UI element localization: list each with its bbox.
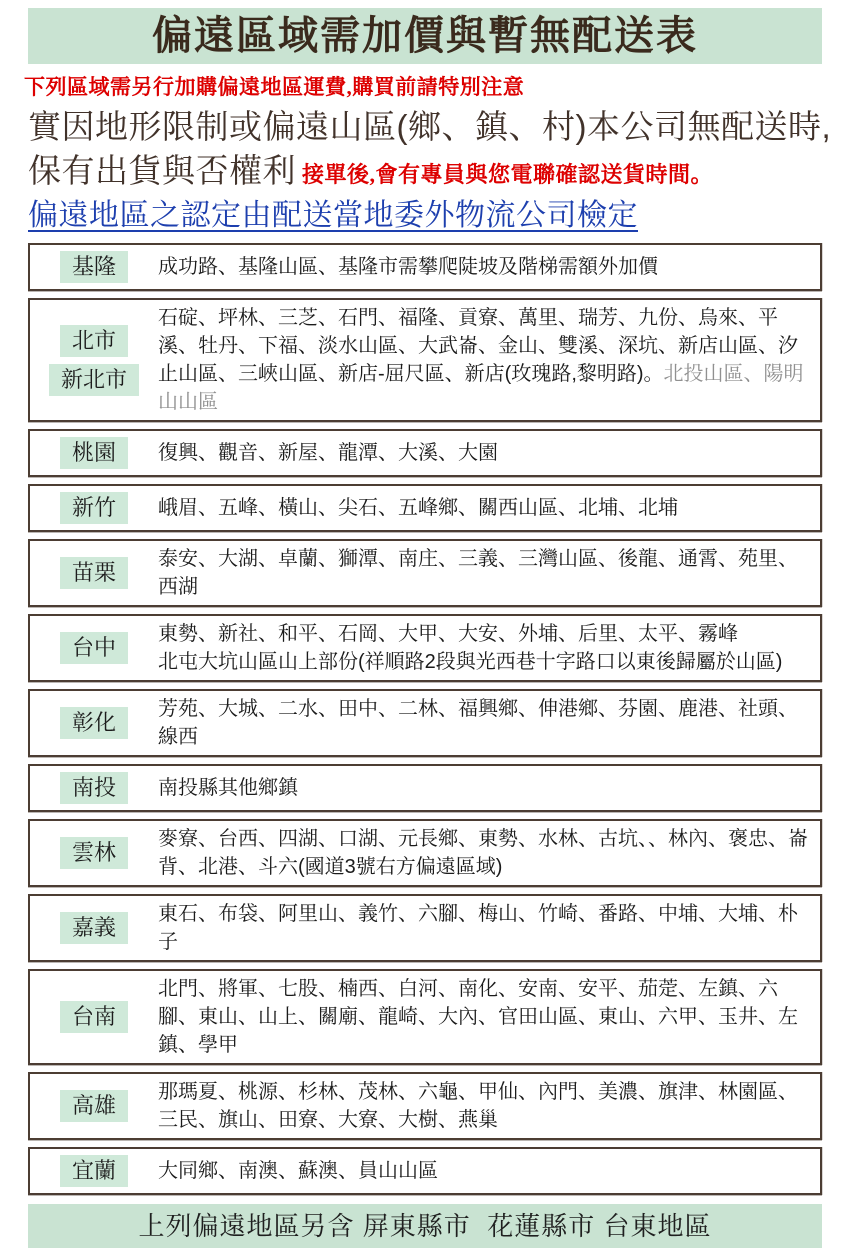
region-label: 苗栗 [60,557,128,589]
row-taichung [28,614,822,682]
region-areas-gray: 北投山區、陽明山山區 [158,363,804,413]
red-warning-text: 下列區域需另行加購偏遠地區運費,購買前請特別注意 [24,75,525,99]
region-areas-line1: 東勢、新社、和平、石岡、大甲、大安、外埔、后里、太平、霧峰 [158,623,738,645]
blue-note-text: 偏遠地區之認定由配送當地委外物流公司檢定 [28,199,638,232]
region-areas: 芳苑、大城、二水、田中、二林、福興鄉、伸港鄉、芬園、鹿港、社頭、線西 [158,698,798,748]
region-label: 宜蘭 [60,1155,128,1187]
footer-note: 上列偏遠地區另含 屏東縣市 花蓮縣市 台東地區 [28,1204,822,1248]
row-taoyuan [28,429,822,477]
region-label: 基隆 [60,251,128,283]
region-areas: 大同鄉、南澳、蘇澳、員山山區 [158,1160,438,1182]
row-hsinchu [28,484,822,532]
row-kaohsiung [28,1072,822,1140]
region-label: 台南 [60,1001,128,1033]
row-changhua [28,689,822,757]
region-label: 雲林 [60,837,128,869]
row-yunlin [28,819,822,887]
region-areas [158,304,814,416]
region-areas: 南投縣其他鄉鎮 [158,777,298,799]
region-areas: 北門、將軍、七股、楠西、白河、南化、安南、安平、茄萣、左鎮、六腳、東山、山上、關廟、龍崎、大內、官田山區、東山、六甲、玉井、左鎮、學甲 [158,978,798,1056]
region-table [28,243,822,1195]
region-label: 嘉義 [60,912,128,944]
region-label: 北市 [60,325,128,357]
notice-line-2-red: 接單後,會有專員與您電聯確認送貨時間。 [302,162,714,187]
row-nantou [28,764,822,812]
region-label: 新北市 [49,364,139,396]
region-areas: 那瑪夏、桃源、杉林、茂林、六龜、甲仙、內門、美濃、旗津、林園區、三民、旗山、田寮、大寮、大樹、燕巢 [158,1081,798,1131]
region-areas: 成功路、基隆山區、基隆市需攀爬陡坡及階梯需額外加價 [158,256,658,278]
notice-line-1: 實因地形限制或偏遠山區(鄉、鎮、村)本公司無配送時, [28,108,832,145]
notice-line-2-main: 保有出貨與否權利 [28,152,296,189]
region-label: 高雄 [60,1090,128,1122]
notice-line-2 [28,149,822,197]
region-label: 台中 [60,632,128,664]
row-yilan [28,1147,822,1195]
region-areas-main: 石碇、坪林、三芝、石門、福隆、貢寮、萬里、瑞芳、九份、烏來、平溪、牡丹、下福、淡水山區、大武崙、金山、雙溪、深坑、新店山區、汐止山區、三峽山區、新店-屈尺區、新店(玫瑰路,黎明路)。 [158,307,798,385]
region-label: 彰化 [60,707,128,739]
region-areas: 東石、布袋、阿里山、義竹、六腳、梅山、竹崎、番路、中埔、大埔、朴子 [158,903,798,953]
row-tainan [28,969,822,1065]
region-areas: 泰安、大湖、卓蘭、獅潭、南庄、三義、三灣山區、後龍、通霄、苑里、西湖 [158,548,798,598]
region-label: 新竹 [60,492,128,524]
region-areas: 麥寮、台西、四湖、口湖、元長鄉、東勢、水林、古坑、、林內、褒忠、崙背、北港、斗六(國道3號右方偏遠區域) [158,828,808,878]
region-label: 南投 [60,772,128,804]
region-areas: 復興、觀音、新屋、龍潭、大溪、大園 [158,442,498,464]
region-label: 桃園 [60,437,128,469]
region-areas-line2: 北屯大坑山區山上部份(祥順路2段與光西巷十字路口以東後歸屬於山區) [158,651,783,673]
row-miaoli [28,539,822,607]
row-keelung [28,243,822,291]
region-areas [158,620,814,676]
region-areas: 峨眉、五峰、橫山、尖石、五峰鄉、關西山區、北埔、北埔 [158,497,678,519]
row-taipei-newtaipei [28,298,822,422]
row-chiayi [28,894,822,962]
page-title: 偏遠區域需加價與暫無配送表 [28,8,822,64]
